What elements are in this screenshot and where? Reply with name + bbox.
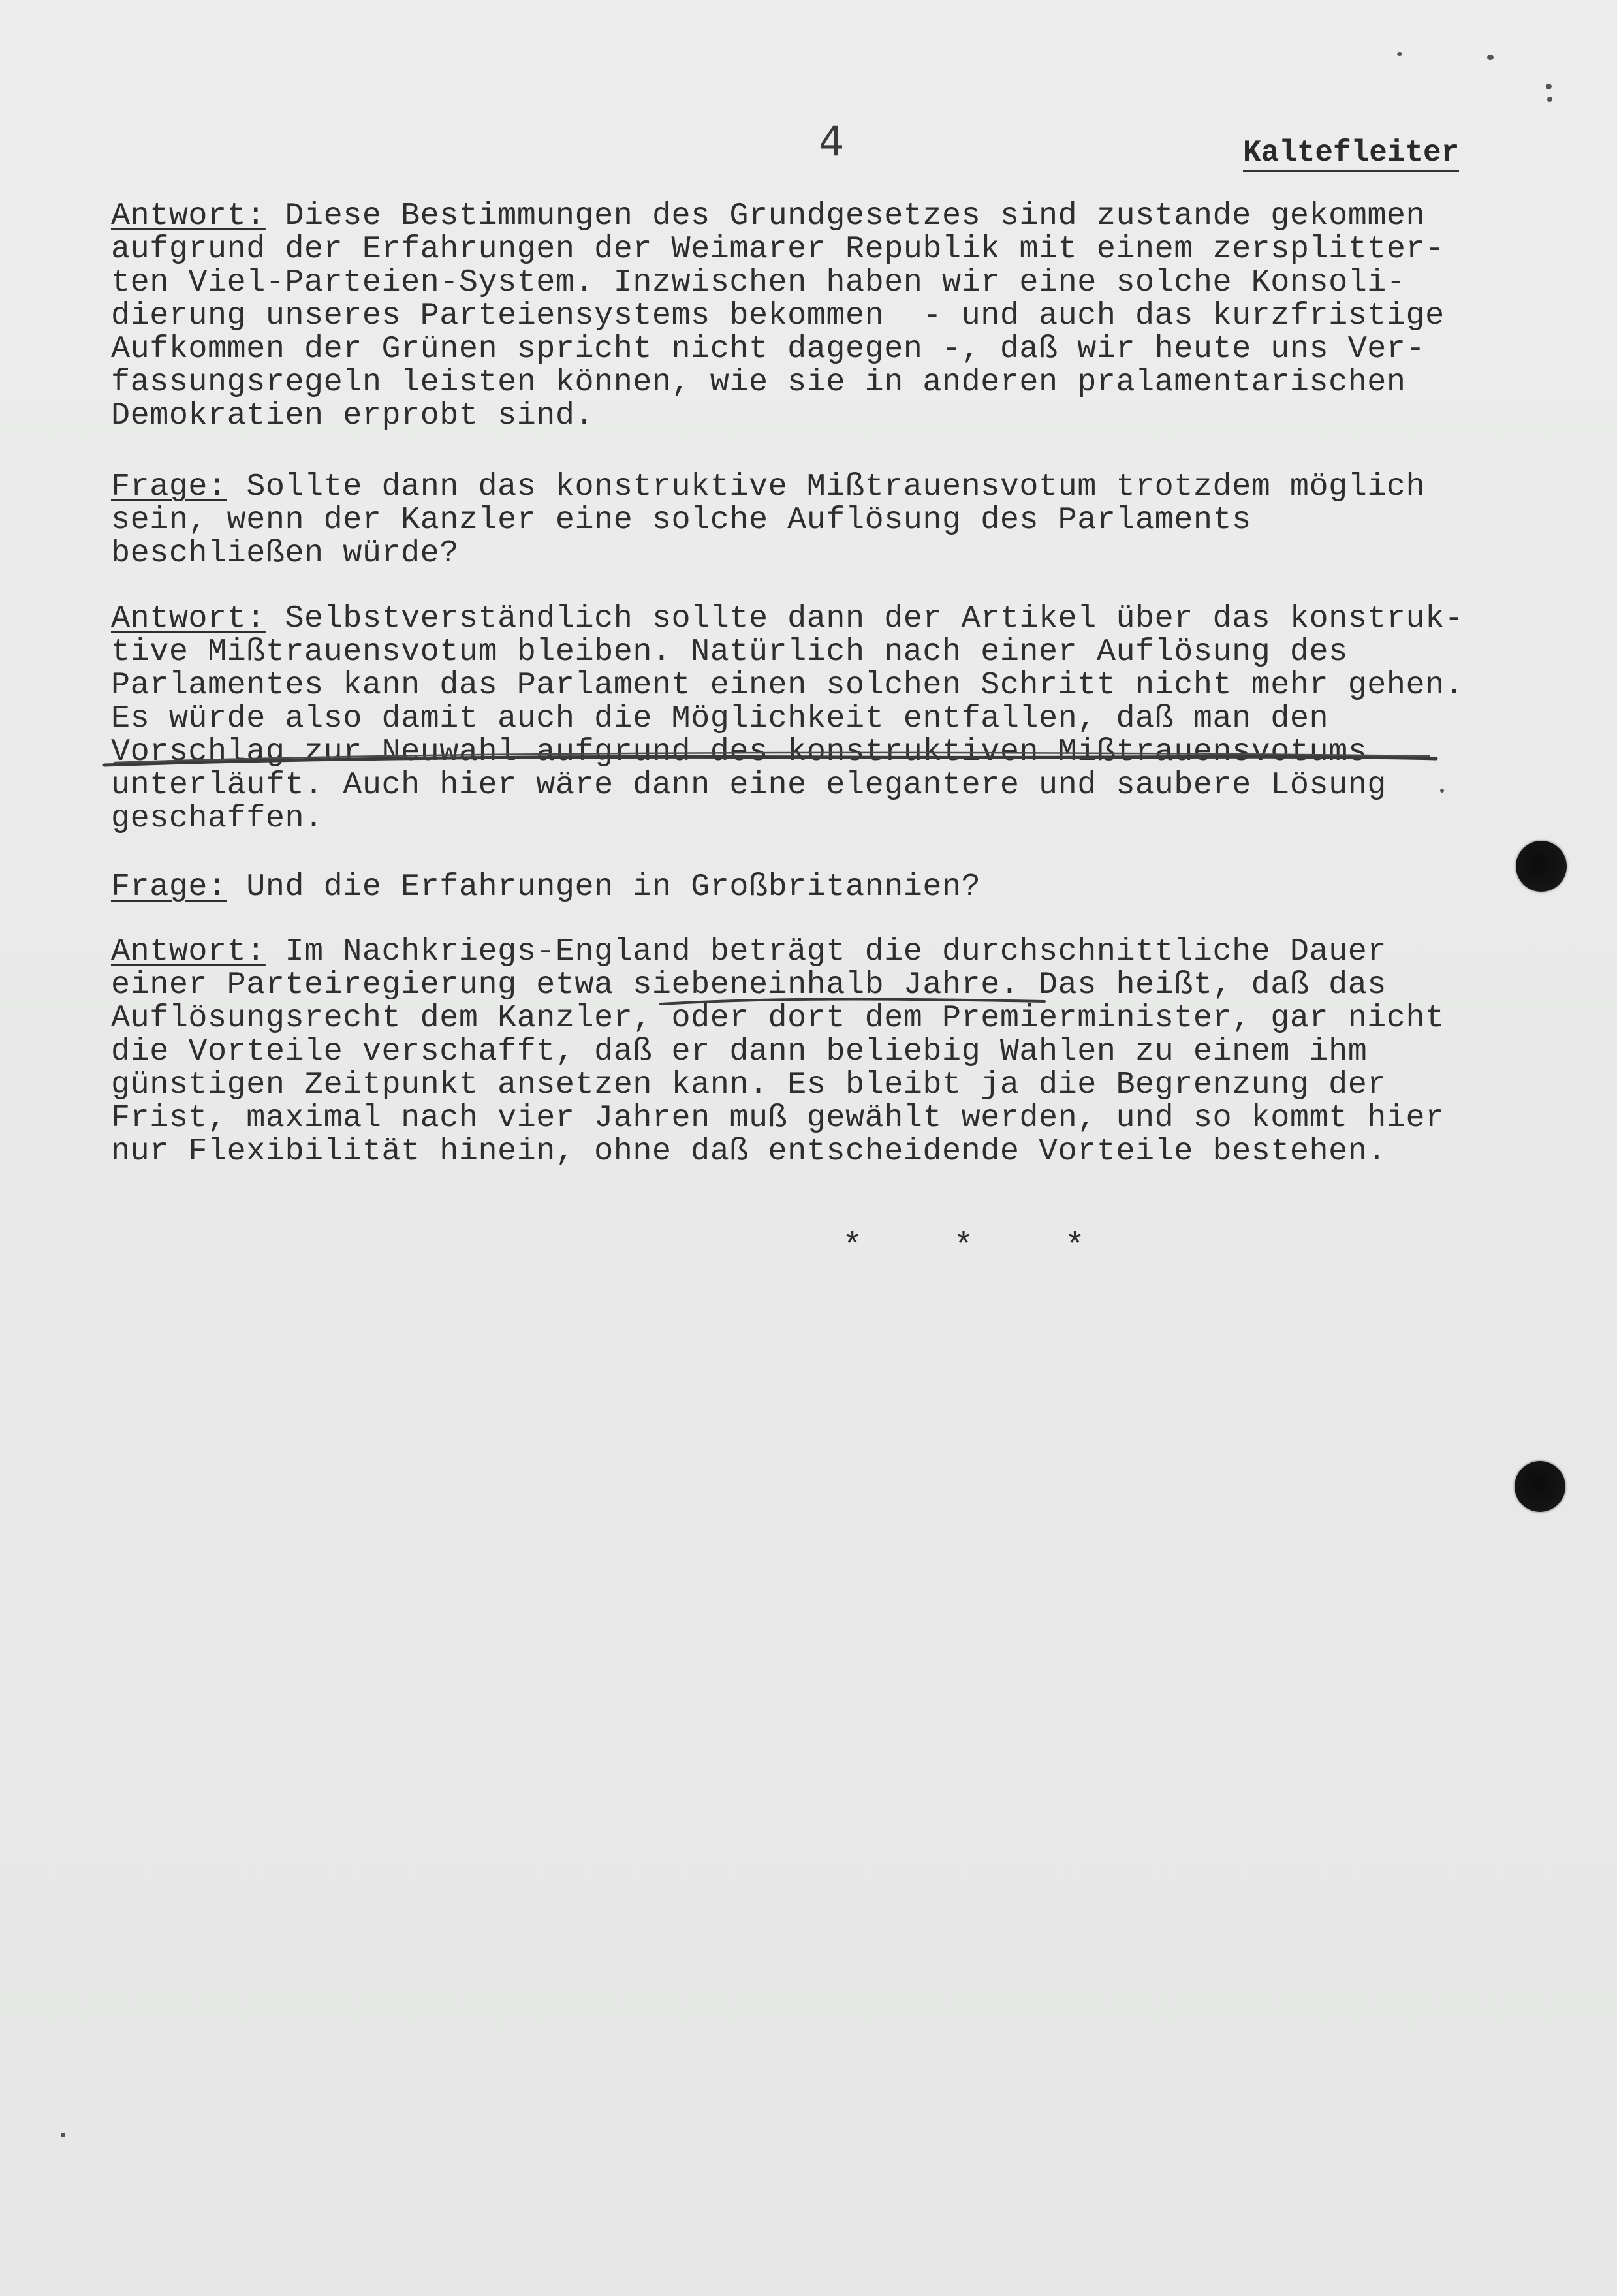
text-line: günstigen Zeitpunkt ansetzen kann. Es bleibt ja die Begrenzung der	[111, 1067, 1387, 1103]
speaker-label: Frage:	[111, 469, 227, 505]
paragraph-answer-1: Antwort: Diese Bestimmungen des Grundgesetzes sind zustande gekommen aufgrund der Erfahrungen der Weimarer Republik mit einem zersplitter- ten Viel-Parteien-System. Inzwischen haben wir eine solche Konsoli- dierung unseres Parteiensystems bekommen - und auch das kurzfristige Aufkommen der Grünen spricht nicht dagegen -, daß wir heute uns Ver- fassungsregeln leisten können, wie sie in anderen pralamentarischen Demokratien erprobt sind.	[111, 198, 1445, 433]
speck-mark	[1397, 52, 1402, 56]
text-line: Frist, maximal nach vier Jahren muß gewählt werden, und so kommt hier	[111, 1100, 1445, 1136]
speck-mark	[1547, 97, 1552, 102]
page-number: 4	[819, 118, 845, 165]
section-separator: * * *	[842, 1227, 1121, 1266]
punch-hole-lower	[1515, 1461, 1565, 1512]
text-line: nur Flexibilität hinein, ohne daß entscheidende Vorteile bestehen.	[111, 1133, 1387, 1169]
paragraph-question-2: Frage: Und die Erfahrungen in Großbritannien?	[111, 869, 981, 905]
speck-mark	[1487, 55, 1494, 60]
text-line: tive Mißtrauensvotum bleiben. Natürlich nach einer Auflösung des	[111, 634, 1348, 670]
text-line: unterläuft. Auch hier wäre dann eine elegantere und saubere Lösung	[111, 767, 1387, 803]
paragraph-question-1: Frage: Sollte dann das konstruktive Mißtrauensvotum trotzdem möglich sein, wenn der Kanzler eine solche Auflösung des Parlaments beschließen würde?	[111, 469, 1426, 571]
text-line: Demokratien erprobt sind.	[111, 398, 595, 433]
speck-mark	[61, 2133, 65, 2137]
speaker-label: Frage:	[111, 869, 227, 905]
speaker-label: Antwort:	[111, 934, 266, 969]
text-line: geschaffen.	[111, 800, 324, 836]
text-line: ten Viel-Parteien-System. Inzwischen haben wir eine solche Konsoli-	[111, 264, 1406, 300]
text-line: die Vorteile verschafft, daß er dann beliebig Wahlen zu einem ihm	[111, 1033, 1368, 1069]
author-name: Kaltefleiter	[1243, 137, 1459, 172]
paragraph-answer-3: Antwort: Im Nachkriegs-England beträgt die durchschnittliche Dauer einer Parteiregierung etwa siebeneinhalb Jahre. Das heißt, daß das Auflösungsrecht dem Kanzler, oder dort dem Premierminister, gar nicht die Vorteile verschafft, daß er dann beliebig Wahlen zu einem ihm günstigen Zeitpunkt ansetzen kann. Es bleibt ja die Begrenzung der Frist, maximal nach vier Jahren muß gewählt werden, und so kommt hier nur Flexibilität hinein, ohne daß entscheidende Vorteile bestehen.	[111, 934, 1445, 1169]
text-line: sein, wenn der Kanzler eine solche Auflösung des Parlaments	[111, 502, 1251, 538]
text-line: einer Parteiregierung etwa siebeneinhalb Jahre. Das heißt, daß das	[111, 967, 1387, 1003]
text-line: fassungsregeln leisten können, wie sie in anderen pralamentarischen	[111, 364, 1406, 400]
text-line: Aufkommen der Grünen spricht nicht dagegen -, daß wir heute uns Ver-	[111, 331, 1426, 367]
text-line: Auflösungsrecht dem Kanzler, oder dort dem Premierminister, gar nicht	[111, 1000, 1445, 1036]
text-line: aufgrund der Erfahrungen der Weimarer Republik mit einem zersplitter-	[111, 231, 1445, 267]
punch-hole-upper	[1516, 841, 1567, 892]
speaker-label: Antwort:	[111, 198, 266, 234]
text-line: beschließen würde?	[111, 535, 459, 571]
text-line: Es würde also damit auch die Möglichkeit entfallen, daß man den	[111, 700, 1329, 736]
speck-mark	[1440, 789, 1444, 793]
text-line: dierung unseres Parteiensystems bekommen - und auch das kurzfristige	[111, 298, 1445, 334]
speaker-label: Antwort:	[111, 601, 266, 637]
paragraph-answer-2: Antwort: Selbstverständlich sollte dann der Artikel über das konstruk- tive Mißtrauensvotum bleiben. Natürlich nach einer Auflösung des Parlamentes kann das Parlament einen solchen Schritt nicht mehr gehen. Es würde also damit auch die Möglichkeit entfallen, daß man den Vorschlag zur Neuwahl aufgrund des konstruktiven Mißtrauensvotums unterläuft. Auch hier wäre dann eine elegantere und saubere Lösung geschaffen.	[111, 601, 1464, 836]
text-line: Parlamentes kann das Parlament einen solchen Schritt nicht mehr gehen.	[111, 667, 1464, 703]
speck-mark	[1546, 84, 1552, 89]
text-line: Vorschlag zur Neuwahl aufgrund des konstruktiven Mißtrauensvotums	[111, 734, 1368, 770]
